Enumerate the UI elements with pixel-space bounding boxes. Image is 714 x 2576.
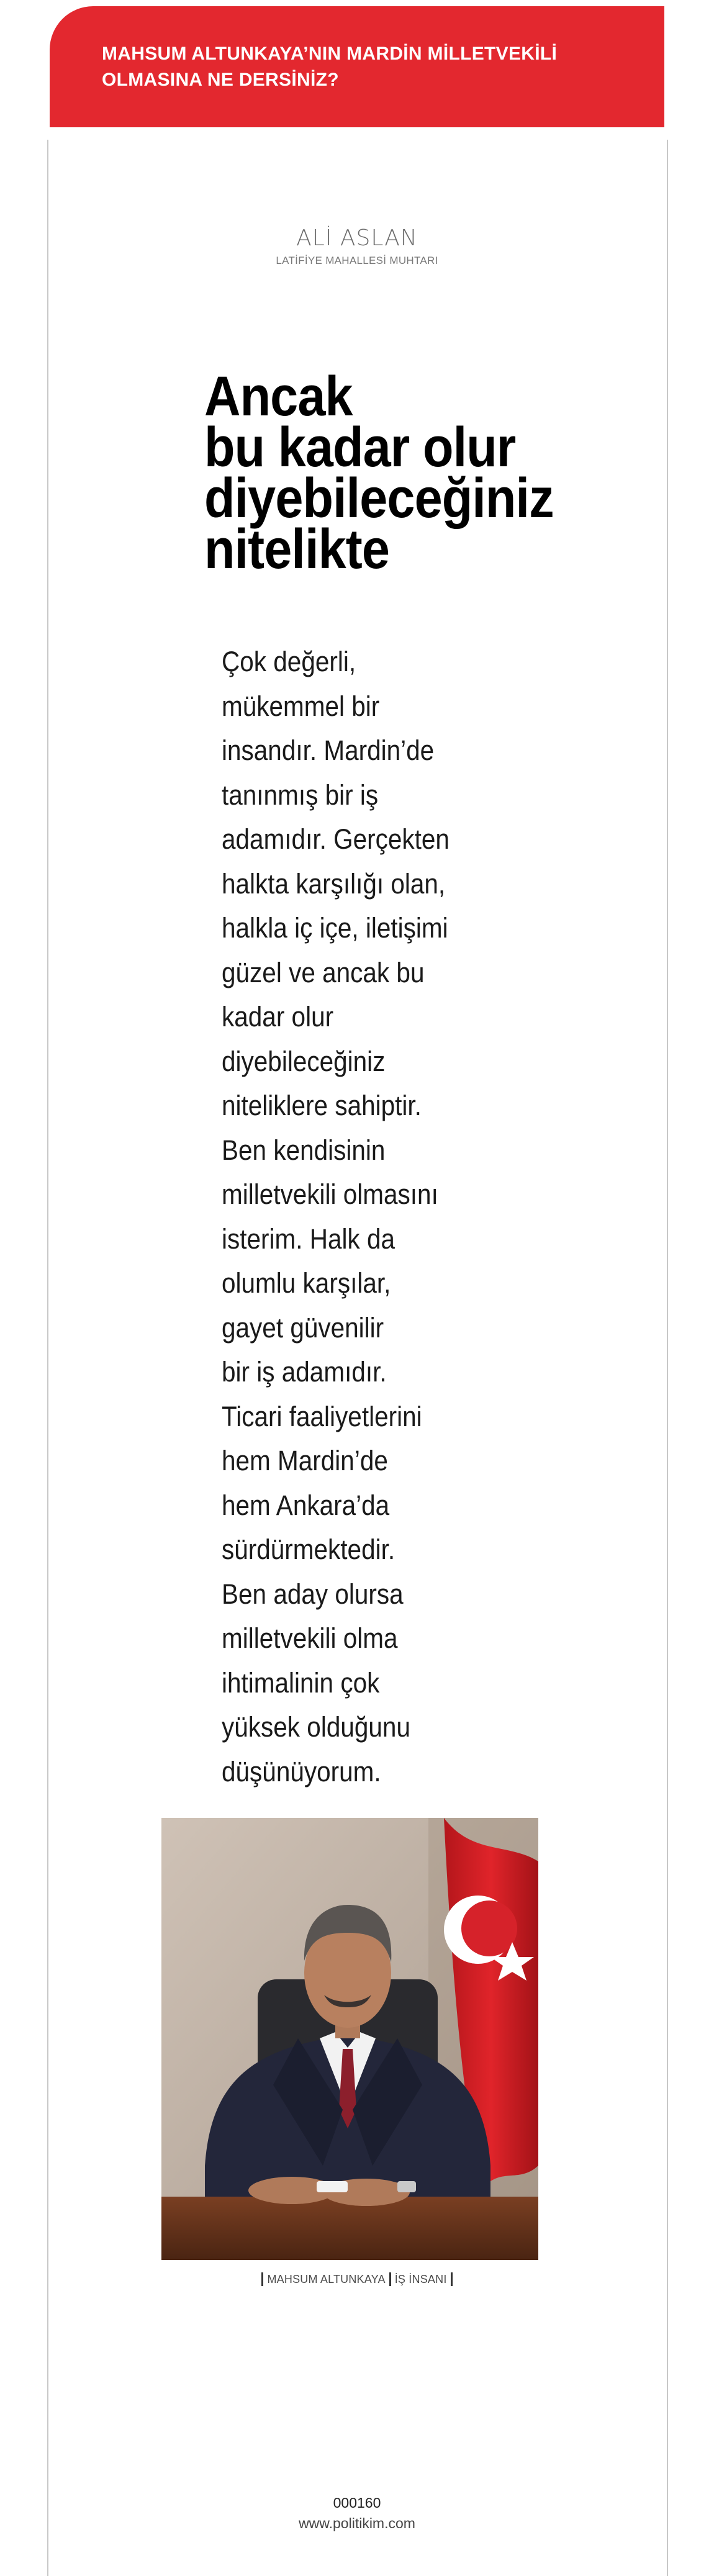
headline <box>204 366 629 581</box>
body-line: isterim. Halk da <box>222 1222 395 1255</box>
body-line: hem Mardin’de <box>222 1445 388 1476</box>
body-line: ihtimalinin çok <box>222 1666 380 1699</box>
body-line: halkta karşılığı olan, <box>222 867 446 900</box>
body-line: halkla iç içe, iletişimi <box>222 912 448 944</box>
body-line: mükemmel bir <box>222 690 380 722</box>
portrait-illustration <box>161 1818 538 2260</box>
question-banner <box>50 6 664 127</box>
caption-name: MAHSUM ALTUNKAYA <box>267 2273 386 2285</box>
body-line: milletvekili olmasını <box>222 1178 438 1210</box>
portrait-photo <box>161 1818 538 2260</box>
body-line: bir iş adamıdır. <box>222 1356 387 1388</box>
right-border-line <box>667 140 668 2576</box>
headline-line: nitelikte <box>204 518 389 581</box>
body-line: gayet güvenilir <box>222 1311 384 1344</box>
caption-role: İŞ İNSANI <box>394 2273 447 2285</box>
body-line: milletvekili olma <box>222 1622 398 1654</box>
body-line: Ticari faaliyetlerini <box>222 1400 422 1432</box>
page-code: 000160 <box>333 2495 381 2511</box>
body-line: güzel ve ancak bu <box>222 956 425 988</box>
body-line: sürdürmektedir. <box>222 1534 395 1565</box>
caption-divider <box>451 2272 453 2286</box>
body-line: Ben aday olursa <box>222 1578 404 1610</box>
headline-line: Ancak <box>204 366 353 428</box>
question-line-1: MAHSUM ALTUNKAYA’NIN MARDİN MİLLETVEKİLİ <box>102 43 558 64</box>
body-line: Ben kendisinin <box>222 1134 386 1166</box>
question-title <box>102 41 639 93</box>
body-line: yüksek olduğunu <box>222 1711 410 1743</box>
body-line: niteliklere sahiptir. <box>222 1090 422 1121</box>
body-text <box>222 639 456 1794</box>
author-name: ALİ ASLAN <box>296 225 418 251</box>
headline-line: bu kadar olur <box>204 417 516 479</box>
body-line: kadar olur <box>222 1001 334 1033</box>
author-title: LATİFİYE MAHALLESİ MUHTARI <box>276 255 438 266</box>
caption-divider <box>389 2272 391 2286</box>
body-line: diyebileceğiniz <box>222 1045 386 1077</box>
website-link[interactable]: www.politikim.com <box>299 2515 415 2531</box>
left-border-line <box>47 140 48 2576</box>
body-line: insandır. Mardin’de <box>222 734 435 766</box>
page-footer <box>0 2493 714 2534</box>
photo-caption <box>0 2272 714 2286</box>
caption-divider <box>261 2272 263 2286</box>
body-line: olumlu karşılar, <box>222 1267 391 1299</box>
body-line: düşünüyorum. <box>222 1755 381 1787</box>
body-line: Çok değerli, <box>222 646 356 677</box>
author-block <box>0 225 714 267</box>
body-line: adamıdır. Gerçekten <box>222 823 450 855</box>
headline-line: diyebileceğiniz <box>204 468 554 530</box>
question-line-2: OLMASINA NE DERSİNİZ? <box>102 70 339 90</box>
body-line: tanınmış bir iş <box>222 779 379 811</box>
body-line: hem Ankara’da <box>222 1489 390 1521</box>
